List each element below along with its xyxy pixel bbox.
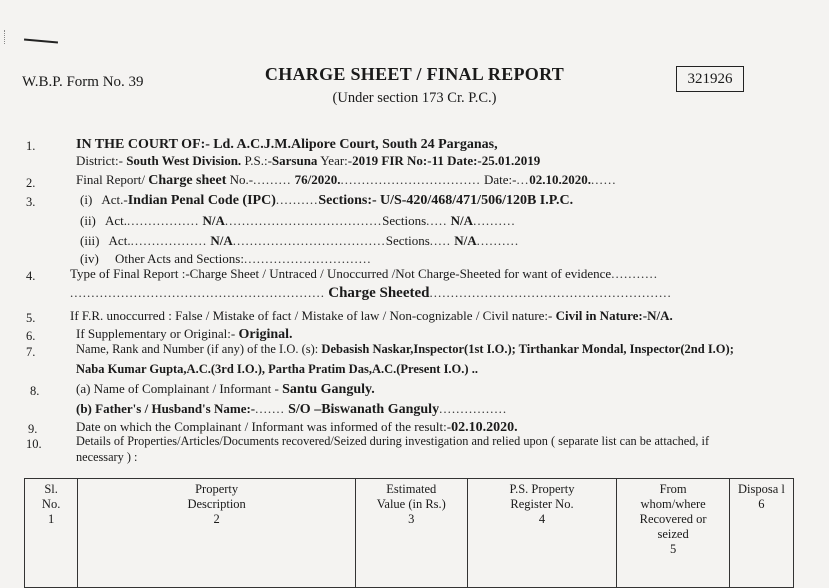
act-i-sections-value: U/S-420/468/471/506/120B I.P.C. [379, 193, 574, 208]
act-ii-sections-label: Sections [382, 213, 427, 228]
act-ii-value: N/A [202, 213, 225, 228]
cs-no-value: 76/2020. [294, 172, 341, 187]
table-header-cell [617, 479, 729, 588]
column-label: Property Description [187, 482, 246, 511]
act-iii-value: N/A [210, 233, 233, 248]
column-label: From whom/where Recovered or seized [639, 482, 707, 541]
io-line-1 [76, 342, 734, 357]
column-number: 1 [48, 512, 55, 526]
father-name-text: (b) Father's / Husband's Name:- [76, 401, 256, 416]
fr-unoccurred-line [70, 308, 673, 324]
page-title: CHARGE SHEET / FINAL REPORT [264, 64, 565, 84]
act-iii-prefix: Act. [108, 233, 131, 248]
act-ii-line: (ii) Act.................. N/A.....................................Sections..... N/A.......... [80, 213, 516, 228]
court-line [76, 136, 498, 153]
year-value: 2019 [352, 153, 379, 168]
serial-number-box: 321926 [676, 66, 744, 92]
table-header-cell [729, 479, 793, 588]
court-value: Ld. A.C.J.M.Alipore Court, South 24 Parganas, [213, 137, 498, 152]
item-number: 4. [26, 269, 36, 283]
item-number: 10. [26, 437, 42, 451]
column-number: 3 [408, 512, 415, 526]
act-iii-sections-value: N/A [454, 233, 477, 248]
act-iii-line: (iii) Act................... N/A....................................Sections..... N/A.......... [80, 233, 520, 248]
fr-unoccurred-text: If F.R. unoccurred : False / Mistake of fact / Mistake of law / Non-cognizable / Civil nature:- [70, 308, 553, 323]
supplementary-line [76, 326, 293, 343]
io-value-1: Debasish Naskar,Inspector(1st I.O.); Tirthankar Mondal, Inspector(2nd I.O); [321, 342, 734, 356]
property-table [24, 478, 794, 588]
details-text-2: necessary ) : [76, 450, 138, 464]
informed-value: 02.10.2020. [451, 420, 518, 435]
table-header-cell [25, 479, 78, 588]
fr-unoccurred-value: Civil in Nature:-N/A. [555, 308, 673, 323]
page-subtitle: (Under section 173 Cr. P.C.) [332, 90, 497, 106]
final-report-type-value-line: ............................................................ Charge Sheeted......................................................... [70, 285, 672, 301]
table-header-row [25, 479, 794, 588]
act-i-index: (i) [80, 192, 93, 207]
act-i-value: Indian Penal Code (IPC) [127, 193, 276, 208]
ps-value: Sarsuna [271, 153, 318, 168]
details-text-1: Details of Properties/Articles/Documents recovered/Seized during investigation and relied upon ( separate list can be attached, if [76, 434, 710, 448]
charge-sheet-label: Charge sheet [148, 173, 227, 188]
column-number: 5 [669, 542, 677, 556]
complainant-value: Santu Ganguly. [282, 382, 375, 397]
act-i-line: (i) Act.-Indian Penal Code (IPC)..........Sections:- U/S-420/468/471/506/120B I.P.C. [80, 192, 574, 208]
column-number: 2 [213, 512, 220, 526]
pen-dash-mark [24, 39, 58, 44]
year-label: Year:- [320, 153, 353, 168]
margin-mark [4, 30, 8, 44]
column-label: Disposa l [737, 482, 785, 496]
act-iv-text: Other Acts and Sections: [115, 251, 244, 266]
supplementary-text: If Supplementary or Original:- [76, 326, 236, 341]
act-ii-sections-value: N/A [450, 213, 474, 228]
act-ii-index: (ii) [80, 213, 96, 228]
act-iii-sections-label: Sections [385, 233, 430, 248]
item-number: 3. [26, 195, 36, 209]
item-number: 6. [26, 329, 36, 343]
cs-date-label: Date:- [483, 172, 517, 187]
io-text: Name, Rank and Number (if any) of the I.O. (s): [76, 342, 319, 356]
item-number: 9. [28, 422, 38, 436]
item-number: 8. [30, 384, 40, 398]
district-value: South West Division. [126, 153, 242, 168]
court-label: IN THE COURT OF:- [76, 137, 210, 152]
fir-label: FIR No:- [381, 153, 432, 168]
act-i-prefix: Act.- [101, 192, 128, 207]
fir-value: 11 [431, 153, 444, 168]
column-label: Sl. No. [41, 482, 61, 511]
item-number: 7. [26, 345, 36, 359]
item-number: 2. [26, 176, 36, 190]
date-value: 25.01.2019 [481, 153, 541, 168]
act-iii-index: (iii) [80, 233, 100, 248]
district-label: District:- [76, 153, 123, 168]
cs-date-value: 02.10.2020. [529, 172, 591, 187]
column-label: Estimated Value (in Rs.) [376, 482, 446, 511]
form-number: W.B.P. Form No. 39 [22, 74, 144, 90]
table-header-cell [467, 479, 617, 588]
act-ii-prefix: Act. [104, 213, 127, 228]
informed-text: Date on which the Complainant / Informant was informed of the result:- [76, 419, 452, 434]
cs-no-label: No.- [229, 172, 254, 187]
act-i-sections-label: Sections:- [318, 193, 377, 208]
ps-label: P.S.:- [244, 153, 272, 168]
father-name-line: (b) Father's / Husband's Name:-....... S/O –Biswanath Ganguly................ [76, 401, 508, 417]
act-iv-index: (iv) [80, 251, 99, 266]
table-header-cell [356, 479, 468, 588]
father-name-value: S/O –Biswanath Ganguly [288, 402, 440, 417]
column-label: P.S. Property Register No. [509, 482, 575, 511]
district-line [76, 153, 540, 169]
final-report-type-line: Type of Final Report :-Charge Sheet / Untraced / Unoccurred /Not Charge-Sheeted for want of evidence........... [70, 266, 658, 281]
final-report-label: Final Report/ [76, 172, 145, 187]
act-iv-line: (iv) Other Acts and Sections:.............................. [80, 251, 372, 266]
date-label: Date:- [447, 153, 482, 168]
column-number: 6 [758, 497, 765, 511]
complainant-line [76, 381, 375, 398]
supplementary-value: Original. [238, 327, 293, 342]
item-number: 1. [26, 139, 36, 153]
table-header-cell [78, 479, 356, 588]
column-number: 4 [538, 512, 546, 526]
final-report-type-value: Charge Sheeted [328, 285, 430, 301]
item-number: 5. [26, 311, 36, 325]
charge-sheet-line: Final Report/ Charge sheet No.-......... 76/2020.................................. Date:-...02.10.2020....... [76, 172, 617, 188]
final-report-type-text: Type of Final Report :-Charge Sheet / Untraced / Unoccurred /Not Charge-Sheeted for want of evidence [70, 266, 612, 281]
io-value-2: Naba Kumar Gupta,A.C.(3rd I.O.), Partha Pratim Das,A.C.(Present I.O.) .. [76, 362, 478, 376]
complainant-text: (a) Name of Complainant / Informant - [76, 381, 279, 396]
